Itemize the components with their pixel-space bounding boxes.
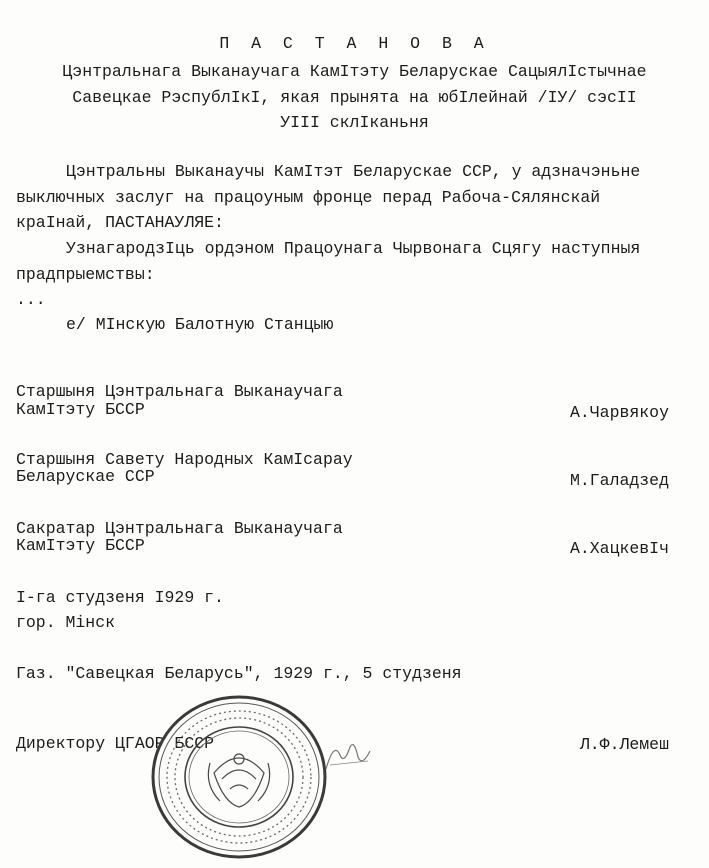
round-seal-stamp xyxy=(150,693,328,861)
body-line-2: выключных заслуг на працоуным фронце перад Рабоча-Сялянскай xyxy=(16,188,601,207)
body-line-5: прадпрыемствы: xyxy=(16,265,155,284)
body-line-4: УзнагародзIць ордэном Працоунага Чырвонага Сцягу наступныя xyxy=(66,239,641,258)
signature-1-name: А.Чарвякоу xyxy=(569,403,669,422)
body-line-7: е/ МIнскую Балотную Станцыю xyxy=(66,315,334,334)
signature-2-title-line-1: Старшыня Савету Народных КамIсарау xyxy=(16,450,353,469)
signature-3-title-line-1: Сакратар Цэнтральнага Выканаучага xyxy=(16,519,343,538)
source-reference: Газ. "Савецкая Беларусь", 1929 г., 5 студзеня xyxy=(16,664,462,683)
signature-2-name: М.Галадзед xyxy=(569,471,669,490)
signature-3-title-line-2: КамIтэту БССР xyxy=(16,536,145,555)
subtitle-line-1: Цэнтральнага Выканаучага КамIтэту Беларускае СацыялIстычнае xyxy=(62,62,647,81)
director-name: Л.Ф.Лемеш xyxy=(579,735,669,754)
signature-2-title-line-2: Беларускае ССР xyxy=(16,467,155,486)
signature-1-title-line-2: КамIтэту БССР xyxy=(16,400,145,419)
document-title: П А С Т А Н О В А xyxy=(219,34,490,53)
body-line-1: Цэнтральны Выканаучы КамIтэт Беларускае ССР, у адзначэньне xyxy=(66,162,641,181)
document-date: I-га студзеня I929 г. xyxy=(16,588,224,607)
signature-1-title-line-1: Старшыня Цэнтральнага Выканаучага xyxy=(16,382,343,401)
handwritten-signature xyxy=(320,735,380,775)
body-ellipsis: ... xyxy=(16,290,46,309)
document-place: гор. Мінск xyxy=(16,613,116,632)
director-label: Директору ЦГАОР БССР xyxy=(16,734,215,753)
subtitle-line-2: Савецкае РэспублIкI, якая прынята на юбIлейнай /IУ/ сэсII xyxy=(72,88,637,107)
subtitle-line-3: УIII склIканьня xyxy=(280,113,429,132)
body-line-3: краIнай, ПАСТАНАУЛЯЕ: xyxy=(16,213,224,232)
signature-3-name: А.ХацкевIч xyxy=(569,539,669,558)
